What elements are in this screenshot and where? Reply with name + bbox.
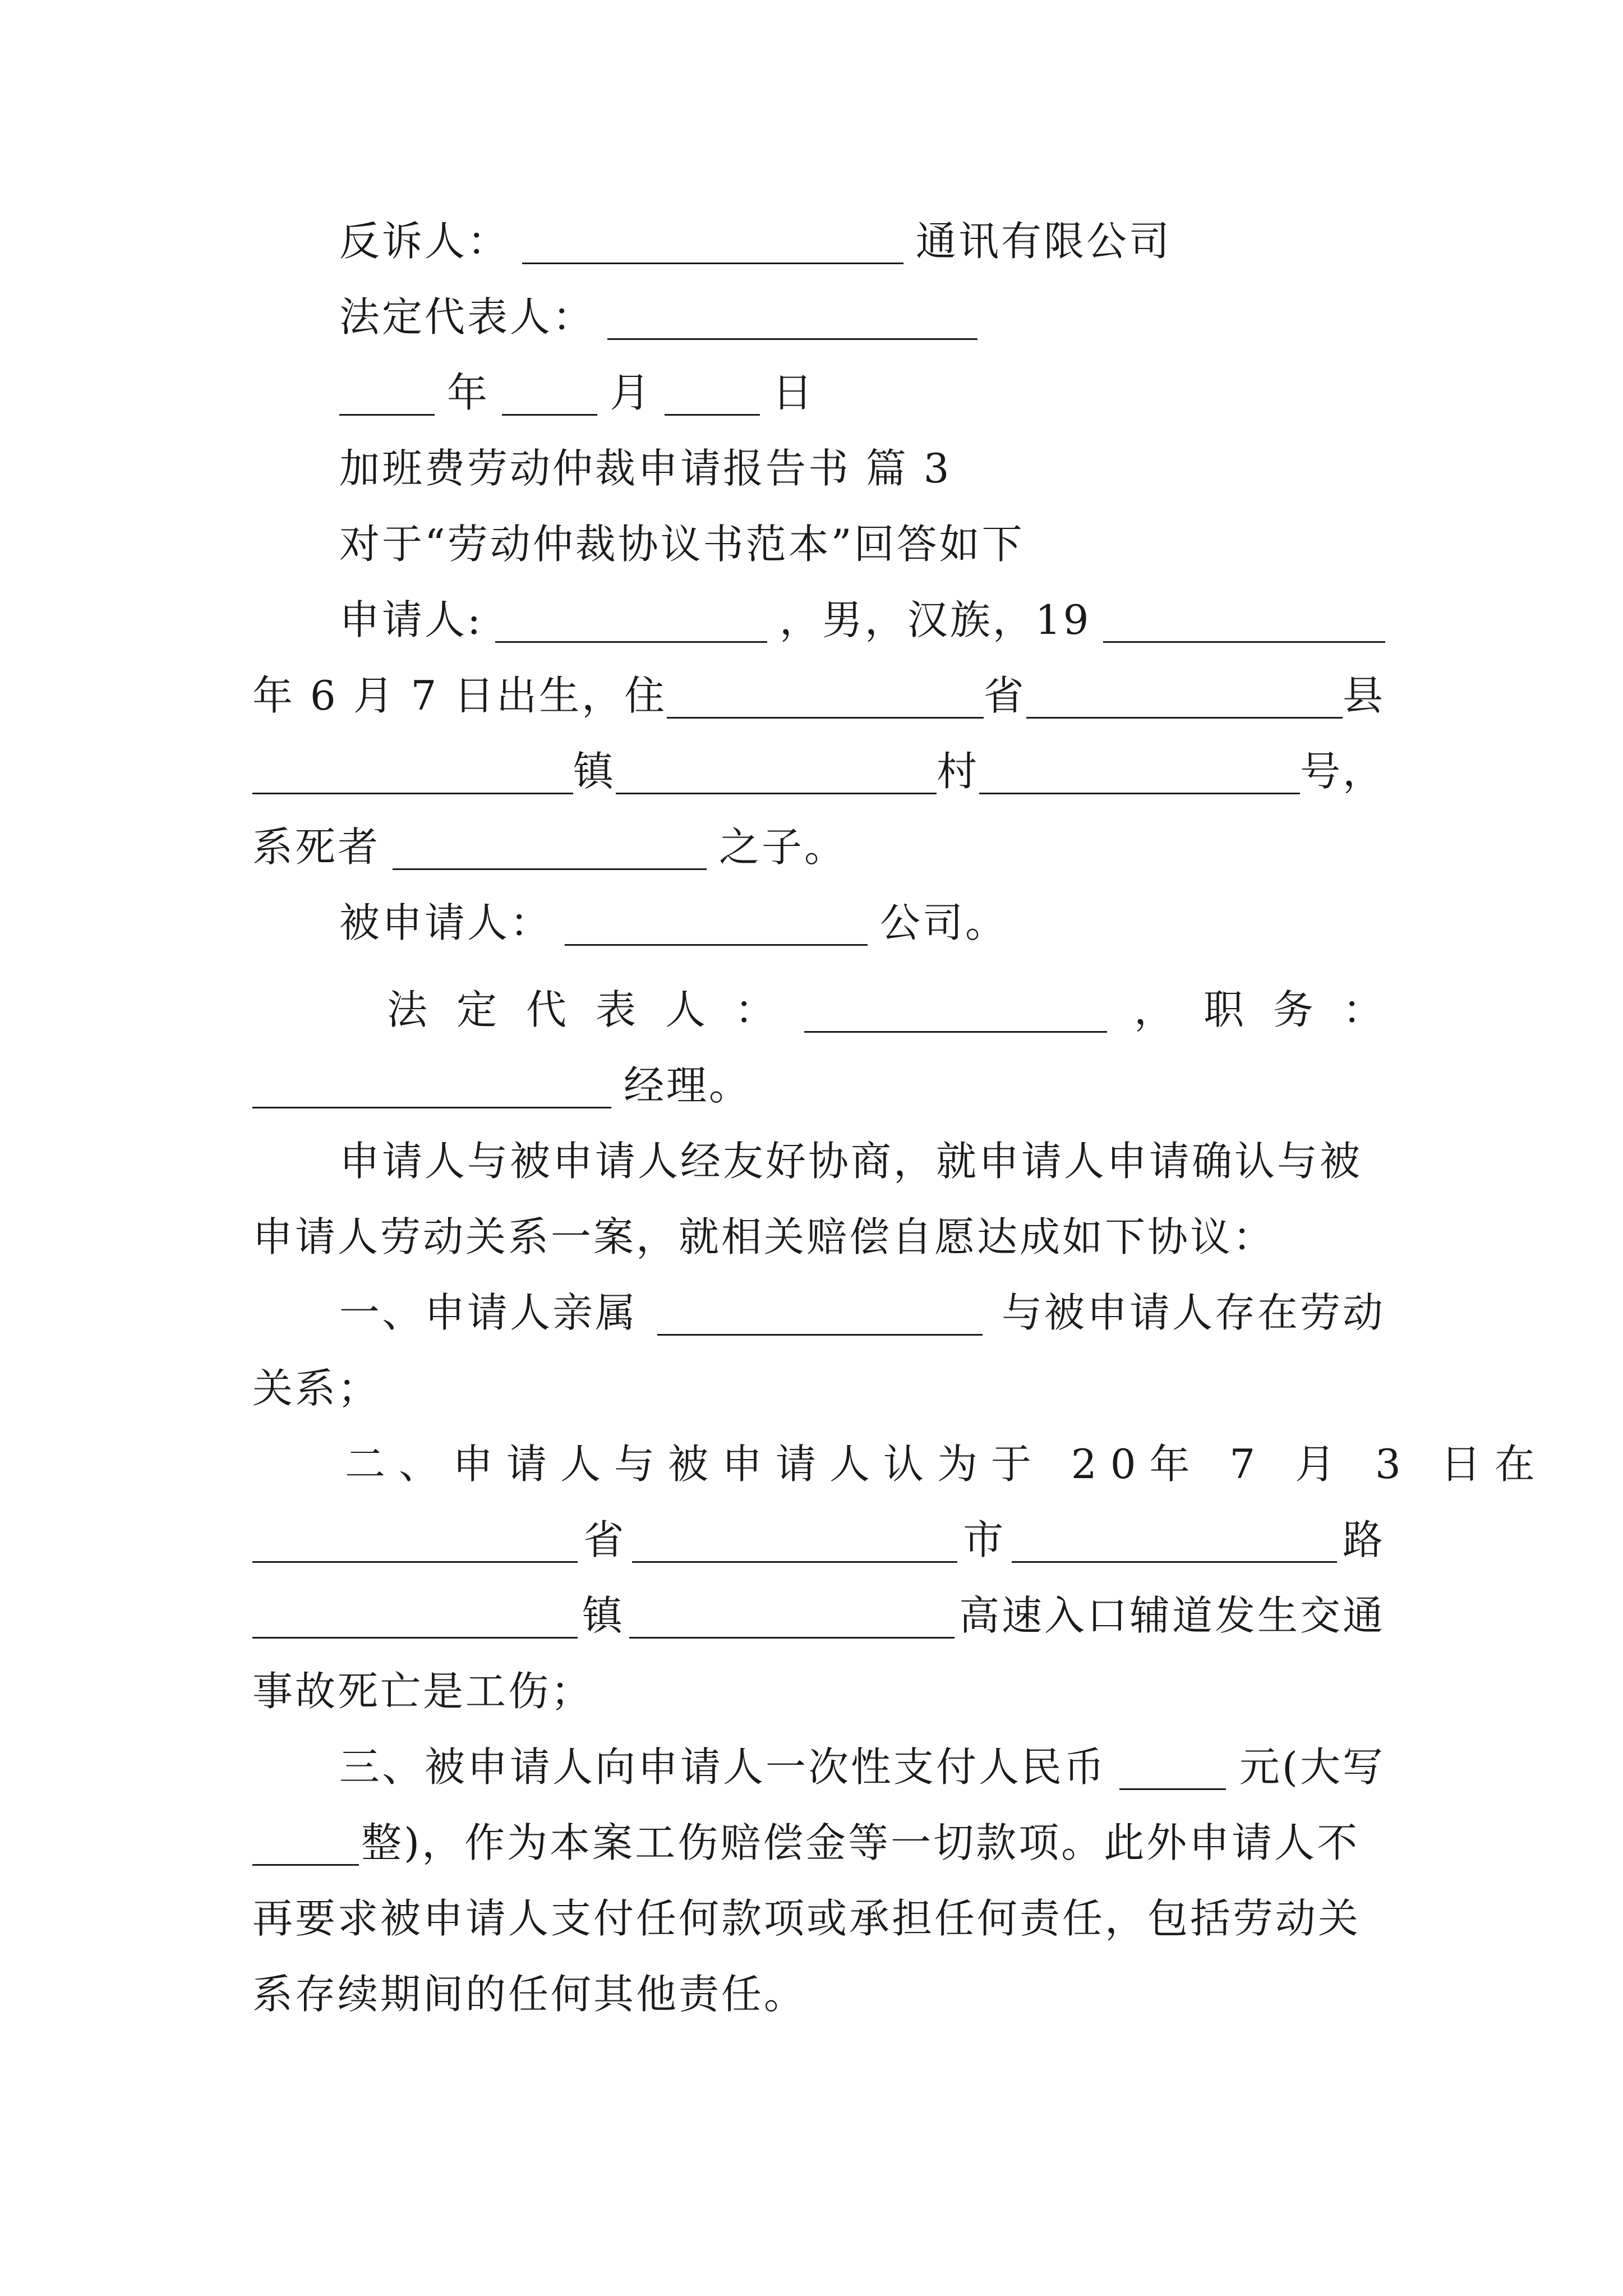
date-line [339, 359, 1385, 426]
blank-field[interactable] [252, 1593, 578, 1639]
blank-field[interactable] [1012, 1517, 1337, 1563]
clause-two-date: 年 7 月 3 日在 [1149, 1441, 1548, 1488]
paragraph-line: 关系； [252, 1365, 381, 1412]
province-label: 省 [983, 672, 1026, 719]
town-label: 镇 [573, 748, 616, 795]
company-suffix: 通讯有限公司 [916, 218, 1172, 265]
deceased-line [252, 813, 1385, 881]
number-label: 号， [1299, 748, 1385, 795]
respondent-label: 被申请人： [339, 899, 553, 946]
counterclaimant-label: 反诉人： [339, 218, 510, 265]
location-line [252, 1582, 1385, 1649]
manager-label: 经理。 [624, 1062, 752, 1109]
applicant-info: ，男，汉族，19 [779, 596, 1091, 643]
blank-field[interactable] [565, 900, 868, 946]
blank-amount-words[interactable] [252, 1820, 359, 1866]
rep-char: 人 [665, 986, 708, 1033]
accident-text: 高速入口辅道发生交通 [958, 1592, 1385, 1639]
province-label: 省 [583, 1516, 626, 1563]
applicant-line [339, 586, 1385, 654]
paragraph-line: 再要求被申请人支付任何款项或承担任何责任，包括劳动关 [252, 1895, 1361, 1942]
birth-text: 年 6 月 7 日出生，住 [252, 672, 667, 719]
paragraph-line: 申请人劳动关系一案，就相关赔偿自愿达成如下协议： [252, 1213, 1276, 1260]
title-char: 职 [1203, 986, 1246, 1033]
blank-field[interactable] [607, 295, 978, 340]
intro-line: 对于“劳动仲裁协议书范本”回答如下 [339, 521, 1025, 568]
blank-field[interactable] [495, 597, 767, 643]
blank-month[interactable] [502, 370, 597, 416]
paragraph-line: 事故死亡是工伤； [252, 1668, 594, 1715]
title-char: 务 [1272, 986, 1316, 1033]
son-of-label: 之子。 [719, 823, 847, 871]
blank-field[interactable] [1026, 673, 1343, 719]
rep-char: 法 [387, 986, 430, 1033]
town-label: 镇 [582, 1592, 625, 1639]
rep-char: 定 [457, 986, 500, 1033]
city-label: 市 [963, 1516, 1006, 1563]
deceased-label: 系死者 [252, 823, 381, 871]
clause-three-text: 三、被申请人向申请人一次性支付人民币 [339, 1743, 1107, 1791]
village-label: 村 [936, 748, 979, 795]
legal-rep-line [339, 283, 1385, 351]
rep-char: 表 [596, 986, 639, 1033]
blank-field[interactable] [522, 219, 903, 264]
blank-amount[interactable] [1119, 1745, 1226, 1790]
address-line [252, 738, 1385, 805]
comma: ， [1133, 986, 1177, 1033]
blank-field[interactable] [629, 1593, 955, 1639]
blank-field[interactable] [667, 673, 983, 719]
clause-one-line [339, 1279, 1385, 1346]
day-label: 日 [772, 369, 815, 416]
applicant-label: 申请人: [339, 596, 483, 643]
title-char: ： [1342, 986, 1385, 1033]
blank-year[interactable] [339, 370, 435, 416]
blank-field[interactable] [657, 1290, 983, 1336]
blank-field[interactable] [616, 749, 937, 794]
blank-field[interactable] [252, 1063, 611, 1108]
county-label: 县 [1342, 672, 1385, 719]
blank-field[interactable] [252, 1517, 578, 1563]
clause-one-label: 一、申请人亲属 [339, 1289, 638, 1336]
yuan-label: 元(大写 [1239, 1743, 1385, 1791]
clause-one-text: 与被申请人存在劳动 [1001, 1289, 1385, 1336]
location-line [252, 1506, 1385, 1573]
blank-field[interactable] [393, 825, 707, 870]
birth-address-line [252, 662, 1385, 729]
blank-field[interactable] [1103, 597, 1385, 643]
year-label: 年 [447, 369, 490, 416]
manager-line [252, 1052, 1385, 1119]
respondent-rep-line [387, 976, 1385, 1043]
legal-rep-label: 法定代表人： [339, 293, 596, 341]
clause-three-line [339, 1733, 1385, 1801]
rep-char: 代 [526, 986, 569, 1033]
rep-char: ： [735, 986, 778, 1033]
blank-field[interactable] [804, 987, 1107, 1033]
blank-day[interactable] [665, 370, 760, 416]
month-label: 月 [610, 369, 653, 416]
blank-field[interactable] [979, 749, 1300, 794]
company-label: 公司。 [880, 899, 1008, 946]
clause-two-line [345, 1430, 1548, 1498]
paragraph-line: 系存续期间的任何其他责任。 [252, 1971, 807, 2018]
counterclaimant-line [339, 208, 1385, 275]
road-label: 路 [1342, 1516, 1385, 1563]
paragraph-line: 申请人与被申请人经友好协商，就申请人申请确认与被 [339, 1138, 1363, 1185]
section-heading: 加班费劳动仲裁申请报告书 篇 3 [339, 445, 952, 492]
respondent-line [339, 889, 1385, 956]
clause-three-cont [252, 1809, 1385, 1876]
blank-field[interactable] [632, 1517, 957, 1563]
clause-three-cont-text: 整)，作为本案工伤赔偿金等一切款项。此外申请人不 [361, 1819, 1360, 1866]
clause-two-label: 二、申请人与被申请人认为于 20 [345, 1441, 1150, 1488]
blank-field[interactable] [252, 749, 573, 794]
